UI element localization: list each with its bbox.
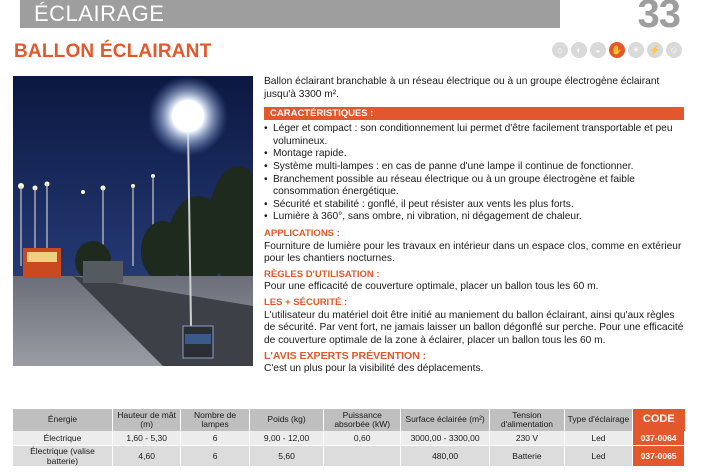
cell-type: Led (564, 445, 632, 466)
sun-icon: ☀ (628, 42, 644, 58)
cell-tension: 230 V (490, 431, 565, 445)
spec-table (13, 409, 685, 467)
cell-poids: 5,60 (249, 445, 324, 466)
safety-text: L'utilisateur du matériel doit être initié au maniement du ballon éclairant, ainsi qu'aux règles de sécurité. Par vent fort, ne jamais laisser un ballon dégonflé sur perche. Pour une efficacité de couverture optimale de la zone à éclairer, placer un ballon tous les 60 m. (264, 309, 684, 346)
intro-text: Ballon éclairant branchable à un réseau électrique ou à un groupe électrogène éclairant jusqu'à 3300 m². (264, 76, 660, 100)
cell-puissance (324, 445, 401, 466)
cell-hauteur: 1,60 - 5,30 (112, 431, 180, 445)
col-type: Type d'éclairage (564, 409, 632, 431)
hand-icon: ✋ (609, 42, 625, 58)
table-row (13, 431, 685, 445)
safety-heading: LES + SÉCURITÉ : (264, 296, 348, 308)
cell-type: Led (564, 431, 632, 445)
cell-tension: Batterie (490, 445, 565, 466)
page-number: 33 (637, 0, 680, 36)
product-photo (13, 76, 253, 366)
list-item: • Système multi-lampes : en cas de panne d'une lampe il continue de fonctionner. (264, 161, 684, 174)
list-item: • Branchement possible au réseau électrique ou à un groupe électrogène et faible consommation énergétique. (264, 174, 684, 199)
cell-lampes: 6 (181, 445, 249, 466)
experts-heading: L'AVIS EXPERTS PRÉVENTION : (264, 350, 427, 363)
page-title: ÉCLAIRAGE (20, 0, 560, 28)
col-lampes: Nombre de lampes (181, 409, 249, 431)
cell-hauteur: 4,60 (112, 445, 180, 466)
cell-energie: Électrique (13, 431, 112, 445)
cell-code: 037-0064 (633, 431, 685, 445)
cell-code: 037-0065 (633, 445, 685, 466)
col-tension: Tension d'alimentation (490, 409, 565, 431)
applications-text: Fourniture de lumière pour les travaux en intérieur dans un espace clos, comme en extérieur pour les chantiers nocturnes. (264, 240, 682, 265)
cell-surface: 480,00 (401, 445, 490, 466)
table-row (13, 445, 685, 466)
cell-poids: 9,00 - 12,00 (249, 431, 324, 445)
indoor-icon: ⌂ (552, 42, 568, 58)
description-column (264, 76, 684, 377)
product-title: BALLON ÉCLAIRANT (14, 41, 212, 62)
features-list (264, 123, 684, 224)
table-header-row (13, 409, 685, 431)
person-icon: ☺ (666, 42, 682, 58)
cell-surface: 3000,00 - 3300,00 (401, 431, 490, 445)
characteristics-heading: CARACTÉRISTIQUES : (264, 107, 684, 120)
usage-icons (552, 42, 682, 58)
col-puissance: Puissance absorbée (kW) (324, 409, 401, 431)
rules-heading: RÈGLES D'UTILISATION : (264, 268, 380, 280)
cell-puissance: 0,60 (324, 431, 401, 445)
list-item: • Lumière à 360°, sans ombre, ni vibration, ni dégagement de chaleur. (264, 211, 684, 224)
plug-icon: ⚡ (647, 42, 663, 58)
list-item: • Montage rapide. (264, 148, 684, 161)
col-code: CODE (633, 409, 685, 431)
col-poids: Poids (kg) (249, 409, 324, 431)
col-hauteur: Hauteur de mât (m) (112, 409, 180, 431)
col-surface: Surface éclairée (m²) (401, 409, 490, 431)
experts-text: C'est un plus pour la visibilité des déplacements. (264, 362, 484, 374)
helmet-icon: ◒ (590, 42, 606, 58)
cell-energie: Électrique (valise batterie) (13, 445, 112, 466)
list-item: • Léger et compact : son conditionnement lui permet d'être facilement transportable et peu volumineux. (264, 123, 684, 148)
cell-lampes: 6 (181, 431, 249, 445)
outdoor-icon: ◐ (571, 42, 587, 58)
applications-heading: APPLICATIONS : (264, 227, 340, 239)
rules-text: Pour une efficacité de couverture optimale, placer un ballon tous les 60 m. (264, 281, 599, 293)
list-item: • Sécurité et stabilité : gonflé, il peut résister aux vents les plus forts. (264, 199, 684, 212)
col-energie: Énergie (13, 409, 112, 431)
